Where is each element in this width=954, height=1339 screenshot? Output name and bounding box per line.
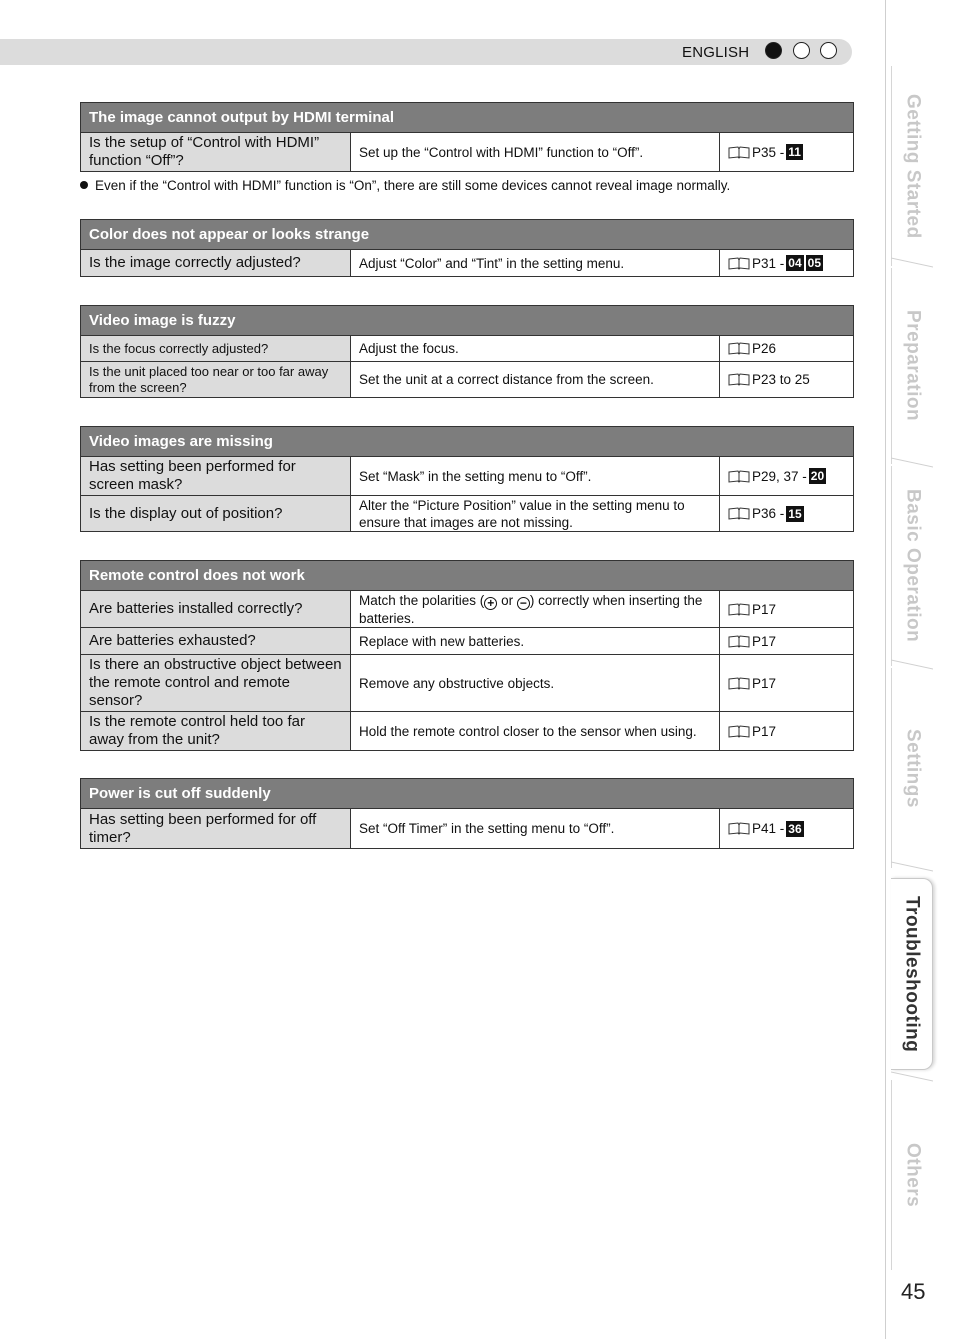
- section-title: The image cannot output by HDMI terminal: [81, 103, 853, 133]
- tab-label: Preparation: [902, 310, 924, 422]
- book-icon: [728, 470, 750, 483]
- question-cell: Has setting been performed for off timer?: [81, 809, 351, 848]
- reference-cell: [720, 809, 853, 848]
- section-title: Color does not appear or looks strange: [81, 220, 853, 250]
- section-indicator-dot-open: [793, 42, 810, 59]
- tab-label: Others: [902, 1142, 924, 1208]
- book-icon: [728, 603, 750, 616]
- tab-basic-operation[interactable]: [891, 466, 933, 666]
- table-row: [81, 712, 853, 751]
- book-icon: [728, 677, 750, 690]
- book-icon: [728, 373, 750, 386]
- book-icon: [728, 635, 750, 648]
- section-remote: [80, 560, 854, 751]
- question-cell: Are batteries installed correctly?: [81, 591, 351, 627]
- remedy-text: ) correctly when inserting the batteries.: [359, 592, 703, 626]
- step-number-tag: 05: [807, 256, 821, 270]
- section-indicator-dot-open: [820, 42, 837, 59]
- minus-polarity-icon: −: [517, 597, 530, 610]
- step-number-tag: 11: [788, 145, 801, 159]
- tab-label: Settings: [902, 728, 924, 808]
- remedy-cell: Replace with new batteries.: [351, 628, 720, 654]
- plus-polarity-icon: +: [484, 597, 497, 610]
- book-icon: [728, 507, 750, 520]
- section-title: Power is cut off suddenly: [81, 779, 853, 809]
- side-rule: [885, 0, 886, 1339]
- note: [80, 178, 730, 193]
- table-row: [81, 655, 853, 712]
- remedy-text: Match the polarities (: [359, 592, 485, 608]
- book-icon: [728, 822, 750, 835]
- reference-cell: [720, 712, 853, 750]
- section-title: Video images are missing: [81, 427, 853, 457]
- remedy-cell: Adjust “Color” and “Tint” in the setting menu.: [351, 250, 720, 276]
- reference-cell: [720, 250, 853, 276]
- question-cell: Is the unit placed too near or too far away from the screen?: [81, 362, 351, 397]
- table-row: [81, 133, 853, 172]
- table-row: [81, 628, 853, 655]
- tab-label: Getting Started: [902, 93, 924, 239]
- reference-cell: [720, 457, 853, 495]
- table-row: [81, 250, 853, 277]
- bullet-icon: [80, 181, 88, 189]
- tab-label: Troubleshooting: [901, 895, 923, 1053]
- section-title: Remote control does not work: [81, 561, 853, 591]
- remedy-cell: Hold the remote control closer to the sensor when using.: [351, 712, 720, 750]
- question-cell: Is there an obstructive object between the remote control and remote sensor?: [81, 655, 351, 711]
- remedy-cell: Alter the “Picture Position” value in the setting menu to ensure that images are not missing.: [351, 496, 720, 531]
- section-hdmi-output: [80, 102, 854, 172]
- section-fuzzy: [80, 305, 854, 398]
- tab-others[interactable]: [891, 1080, 933, 1270]
- remedy-cell: Set “Off Timer” in the setting menu to “Off”.: [351, 809, 720, 848]
- section-title: Video image is fuzzy: [81, 306, 853, 336]
- remedy-cell: Adjust the focus.: [351, 336, 720, 361]
- tab-troubleshooting[interactable]: [891, 878, 933, 1070]
- section-color: [80, 219, 854, 277]
- page-ref: P35 -: [752, 144, 785, 160]
- language-label: ENGLISH: [682, 44, 750, 61]
- remedy-cell: Set up the “Control with HDMI” function to “Off”.: [351, 133, 720, 171]
- reference-cell: [720, 336, 853, 361]
- question-cell: Has setting been performed for screen mask?: [81, 457, 351, 495]
- note-text: Even if the “Control with HDMI” function is “On”, there are still some devices cannot reveal image normally.: [95, 178, 731, 193]
- step-number-tag: 20: [810, 469, 825, 483]
- section-power: [80, 778, 854, 849]
- question-cell: Is the setup of “Control with HDMI” function “Off”?: [81, 133, 351, 171]
- section-missing: [80, 426, 854, 532]
- remedy-cell: Set the unit at a correct distance from the screen.: [351, 362, 720, 397]
- book-icon: [728, 257, 750, 270]
- section-indicator-dot-filled: [765, 42, 782, 59]
- book-icon: [728, 342, 750, 355]
- remedy-text: or: [497, 592, 517, 608]
- reference-cell: [720, 628, 853, 654]
- reference-cell: [720, 496, 853, 531]
- table-row: [81, 809, 853, 849]
- remedy-cell: Remove any obstructive objects.: [351, 655, 720, 711]
- reference-cell: [720, 655, 853, 711]
- book-icon: [728, 146, 750, 159]
- step-number-tag: 04: [788, 256, 802, 270]
- page-ref: P17: [752, 723, 777, 739]
- book-icon: [728, 725, 750, 738]
- page-ref: P31 -: [752, 255, 785, 271]
- reference-cell: [720, 591, 853, 627]
- page-ref: P26: [752, 341, 777, 356]
- question-cell: Are batteries exhausted?: [81, 628, 351, 654]
- remedy-cell: [351, 591, 720, 627]
- tab-settings[interactable]: [891, 668, 933, 868]
- table-row: [81, 496, 853, 532]
- reference-cell: [720, 133, 853, 171]
- question-cell: Is the display out of position?: [81, 496, 351, 531]
- table-row: [81, 591, 853, 628]
- page-ref: P36 -: [752, 506, 785, 521]
- tab-getting-started[interactable]: [891, 66, 933, 266]
- question-cell: Is the image correctly adjusted?: [81, 250, 351, 276]
- page-ref: P23 to 25: [752, 372, 810, 387]
- reference-cell: [720, 362, 853, 397]
- page-ref: P41 -: [752, 821, 785, 836]
- page-ref: P29, 37 -: [752, 468, 807, 484]
- question-cell: Is the focus correctly adjusted?: [81, 336, 351, 361]
- step-number-tag: 36: [788, 821, 802, 836]
- tab-preparation[interactable]: [891, 268, 933, 464]
- step-number-tag: 15: [788, 506, 802, 521]
- table-row: [81, 336, 853, 362]
- page-ref: P17: [752, 675, 777, 691]
- table-row: [81, 362, 853, 398]
- page-ref: P17: [752, 633, 777, 649]
- question-cell: Is the remote control held too far away from the unit?: [81, 712, 351, 750]
- table-row: [81, 457, 853, 496]
- page-number: 45: [901, 1279, 926, 1304]
- remedy-cell: Set “Mask” in the setting menu to “Off”.: [351, 457, 720, 495]
- page-ref: P17: [752, 601, 777, 617]
- tab-label: Basic Operation: [902, 489, 924, 643]
